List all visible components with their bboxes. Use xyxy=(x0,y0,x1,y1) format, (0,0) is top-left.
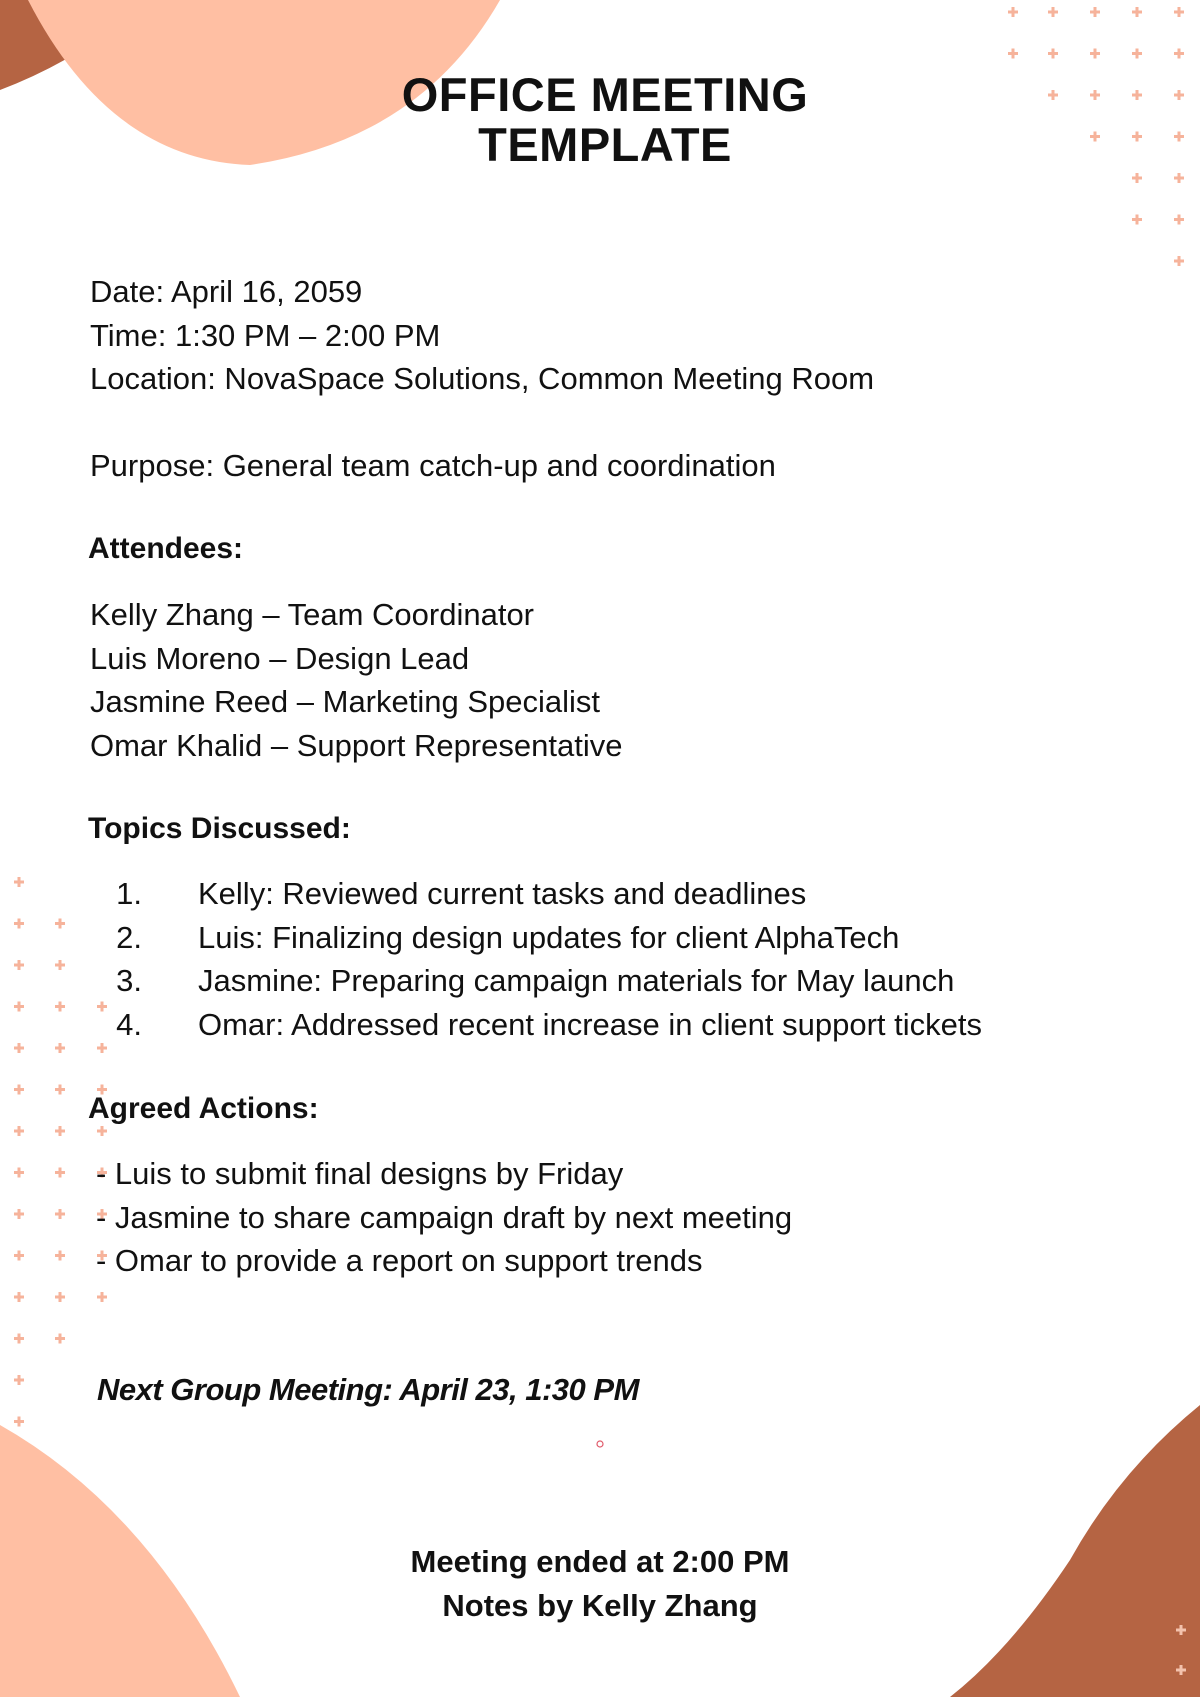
footer xyxy=(300,1540,900,1628)
topics-heading: Topics Discussed: xyxy=(88,812,351,845)
list-item: Jasmine Reed – Marketing Specialist xyxy=(90,684,601,719)
topic-text: Omar: Addressed recent increase in client support tickets xyxy=(198,1006,982,1042)
topic-text: Luis: Finalizing design updates for client AlphaTech xyxy=(198,919,900,955)
topic-text: Kelly: Reviewed current tasks and deadlines xyxy=(198,876,807,911)
meeting-time: Time: 1:30 PM – 2:00 PM xyxy=(90,317,441,353)
topic-number: 4. xyxy=(116,1006,142,1042)
page-title xyxy=(300,70,910,170)
attendees-heading: Attendees: xyxy=(88,532,244,565)
topic-number: 2. xyxy=(116,919,142,955)
list-item: Kelly Zhang – Team Coordinator xyxy=(90,597,535,632)
meeting-info xyxy=(90,270,874,401)
notes-by-line: Notes by Kelly Zhang xyxy=(442,1588,758,1623)
list-item: Omar Khalid – Support Representative xyxy=(90,727,623,763)
actions-heading: Agreed Actions: xyxy=(88,1092,319,1125)
attendees-list xyxy=(90,593,622,767)
next-meeting: Next Group Meeting: April 23, 1:30 PM xyxy=(97,1372,639,1407)
topic-number: 3. xyxy=(116,963,142,998)
topic-text: Jasmine: Preparing campaign materials for May launch xyxy=(198,963,955,998)
meeting-ended-line: Meeting ended at 2:00 PM xyxy=(410,1544,790,1579)
actions-list xyxy=(96,1152,792,1283)
title-line-1: OFFICE MEETING xyxy=(401,68,809,121)
list-item: - Jasmine to share campaign draft by next meeting xyxy=(96,1199,793,1235)
list-item: - Luis to submit final designs by Friday xyxy=(96,1156,624,1191)
meeting-purpose: Purpose: General team catch-up and coordination xyxy=(90,448,776,483)
title-line-2: TEMPLATE xyxy=(478,118,732,171)
meeting-location: Location: NovaSpace Solutions, Common Meeting Room xyxy=(90,361,875,396)
meeting-date: Date: April 16, 2059 xyxy=(90,274,363,309)
list-item: Luis Moreno – Design Lead xyxy=(90,640,470,676)
list-item: - Omar to provide a report on support trends xyxy=(96,1243,703,1278)
topic-number: 1. xyxy=(116,876,142,911)
